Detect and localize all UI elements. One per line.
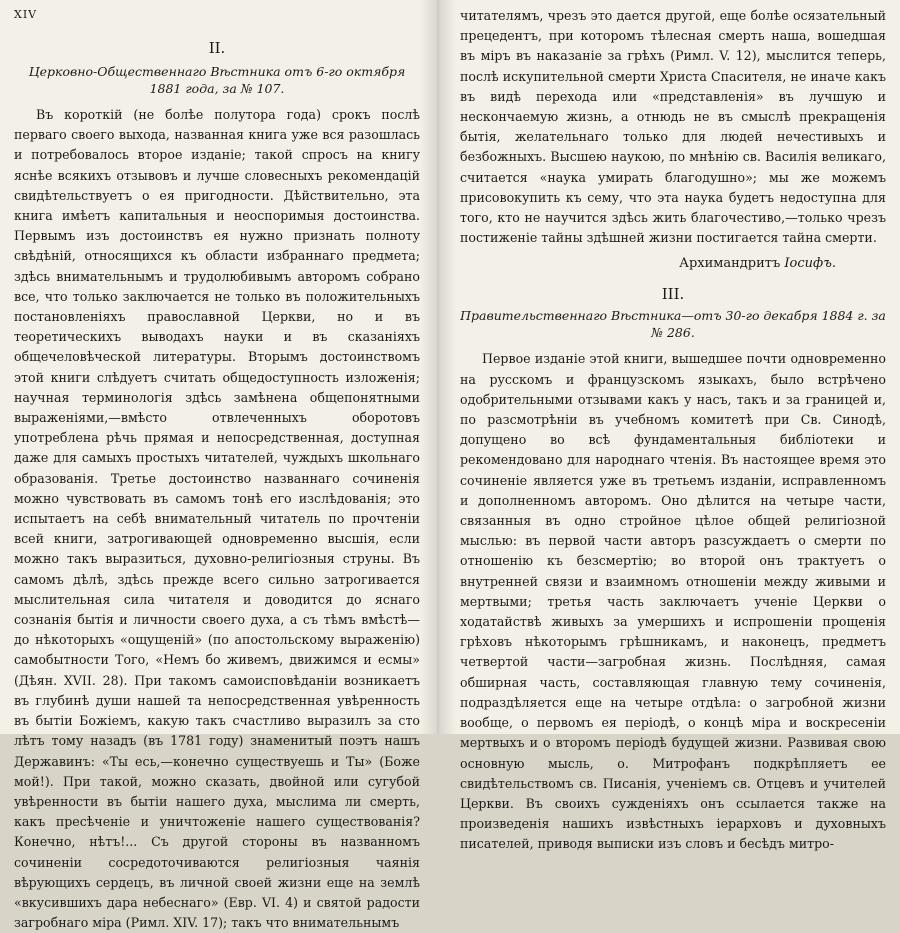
page-number: XIV	[14, 8, 38, 21]
body-text-top	[460, 6, 886, 248]
source-citation: Правительственнаго Вѣстника—отъ 30-го декабря 1884 г. за № 286.	[460, 308, 886, 341]
section-number-ii: II.	[208, 39, 226, 57]
source-citation: Церковно-Общественнаго Вѣстника отъ 6-го октября 1881 года, за № 107.	[28, 64, 406, 96]
left-page	[0, 0, 436, 931]
paragraph: читателямъ, чрезъ это дается другой, еще болѣе осязательный прецедентъ, при которомъ тѣлесная смерть наша, вошедшая въ міръ въ наказаніе за грѣхъ (Римл. V. 12), мыслится теперь, послѣ искупительной смерти Христа Спасителя, не иначе какъ въ видѣ перехода или «представленія» въ лучшую и нескончаемую жизнь, а отнюдь не въ смыслѣ прекращенія бытія, желательнаго только для людей нечестивыхъ и безбожныхъ. Высшею наукою, по мнѣнію св. Василія великаго, считается «наука умирать благодушно»; мы же можемъ присовокупить къ сему, что эта наука будетъ недоступна для того, кто не научится здѣсь жить благочестиво,—только чрезъ постиженіе тайны здѣшней жизни постигается тайна смерти.	[460, 8, 886, 246]
paragraph: Первое изданіе этой книги, вышедшее почти одновременно на русскомъ и французскомъ языкахъ, было встрѣчено одобрительными отзывами какъ у насъ, такъ и за границей и, по разсмотрѣніи въ учебномъ комитетѣ при Св. Синодѣ, допущено во всѣ фундаментальныя библіотеки и рекомендовано для народнаго чтенія. Въ настоящее время это сочиненіе является уже въ третьемъ изданіи, исправленномъ и дополненномъ авторомъ. Оно дѣлится на четыре части, связанныя въ одно стройное цѣлое общей религіозной мыслью: въ первой части авторъ разсуждаетъ о смерти по отношенію къ безсмертію; во второй онъ трактуетъ о внутренней связи и взаимномъ отношеніи между живыми и мертвыми; третья часть заключаетъ ученіе Церкви о ходатайствѣ живыхъ за умершихъ и испрошеніи прощенія грѣховъ нѣкоторымъ грѣшникамъ, и наконецъ, предметъ четвертой части—загробная жизнь. Послѣдняя, самая обширная часть, составляющая главную тему сочиненія, подраздѣляется еще на четыре отдѣла: о загробной жизни вообще, о первомъ ея періодѣ, о концѣ міра и воскресеніи мертвыхъ и о второмъ періодѣ будущей жизни. Развивая свою основную мысль, о. Митрофанъ подкрѣпляетъ ее свидѣтельствомъ св. Писанія, ученіемъ св. Отцевъ и учителей Церкви. Въ своихъ сужденіяхъ онъ ссылается также на произведенія нашихъ извѣстныхъ іерарховъ и духовныхъ писателей, приводя выписки изъ словъ и бесѣдъ митро-	[460, 351, 886, 852]
signature-title: Архимандритъ	[679, 256, 781, 272]
signature-name: Іосифъ.	[784, 256, 836, 272]
right-page	[436, 0, 900, 852]
section-number-iii: III.	[661, 285, 685, 304]
body-text	[460, 349, 886, 854]
paragraph: Въ короткій (не болѣе полутора года) срокъ послѣ перваго своего выхода, названная книга уже вся разошлась и потребовалось второе изданіе; такой спросъ на книгу яснѣе всякихъ отзывовъ и лучше словесныхъ рекомендацій свидѣтельствуетъ о ея пригодности. Дѣйствительно, эта книга имѣетъ капитальныя и неоспоримыя достоинства. Первымъ изъ достоинствъ ея нужно признать полноту свѣдѣній, относящихся къ области избраннаго предмета; здѣсь внимательнымъ и трудолюбивымъ авторомъ собрано все, что только заключается не только въ положительныхъ постановленіяхъ православной Церкви, но и въ теоретическихъ выводахъ науки и въ сказаніяхъ общечеловѣческой литературы. Вторымъ достоинствомъ этой книги слѣдуетъ считать общедоступность изложенія; научная терминологія здѣсь замѣнена общепонятными выраженіями,—вмѣсто отвлеченныхъ оборотовъ употреблена рѣчь прямая и непосредственная, доступная даже для самыхъ простыхъ читателей, чуждыхъ школьнаго образованія. Третье достоинство названнаго сочиненія можно чувствовать въ самомъ тонѣ его изслѣдованія; это испытаетъ на себѣ внимательный читатель по прочтеніи всей книги, затрогивающей одновременно высшія, если можно такъ выразиться, духовно-религіозныя струны. Въ самомъ дѣлѣ, здѣсь прежде всего сильно затрогивается мыслительная сила читателя и доводится до яснаго сознанія бытія и личности своего духа, а съ тѣмъ вмѣстѣ—до нѣкоторыхъ «ощущеній» (по апостольскому выраженію) самобытности Того, «Немъ бо живемъ, движимся и есмы» (Дѣян. XVII. 28). При такомъ самоисповѣданіи возникаетъ въ глубинѣ души нашей та непосредственная увѣренность въ бытіи Божіемъ, какую такъ счастливо выразилъ за сто лѣтъ тому назадъ (въ 1781 году) знаменитый поэтъ нашъ Державинъ: «Ты есь,—конечно существуешь и Ты» (Боже мой!). При такой, можно сказать, двойной или сугубой увѣренности въ бытіи нашего духа, мыслима ли смерть, какъ пресѣченіе и уничтоженіе нашего существованія? Конечно, нѣтъ!... Съ другой стороны въ названномъ сочиненіи сосредоточиваются религіозныя чаянія вѣрующихъ сердецъ, въ личной своей жизни еще на землѣ «вкусившихъ дара небеснаго» (Евр. VI. 4) и святой радости загробнаго міра (Римл. XIV. 17); такъ что внимательнымъ	[14, 107, 420, 931]
body-text	[14, 105, 420, 933]
signature	[460, 256, 836, 271]
